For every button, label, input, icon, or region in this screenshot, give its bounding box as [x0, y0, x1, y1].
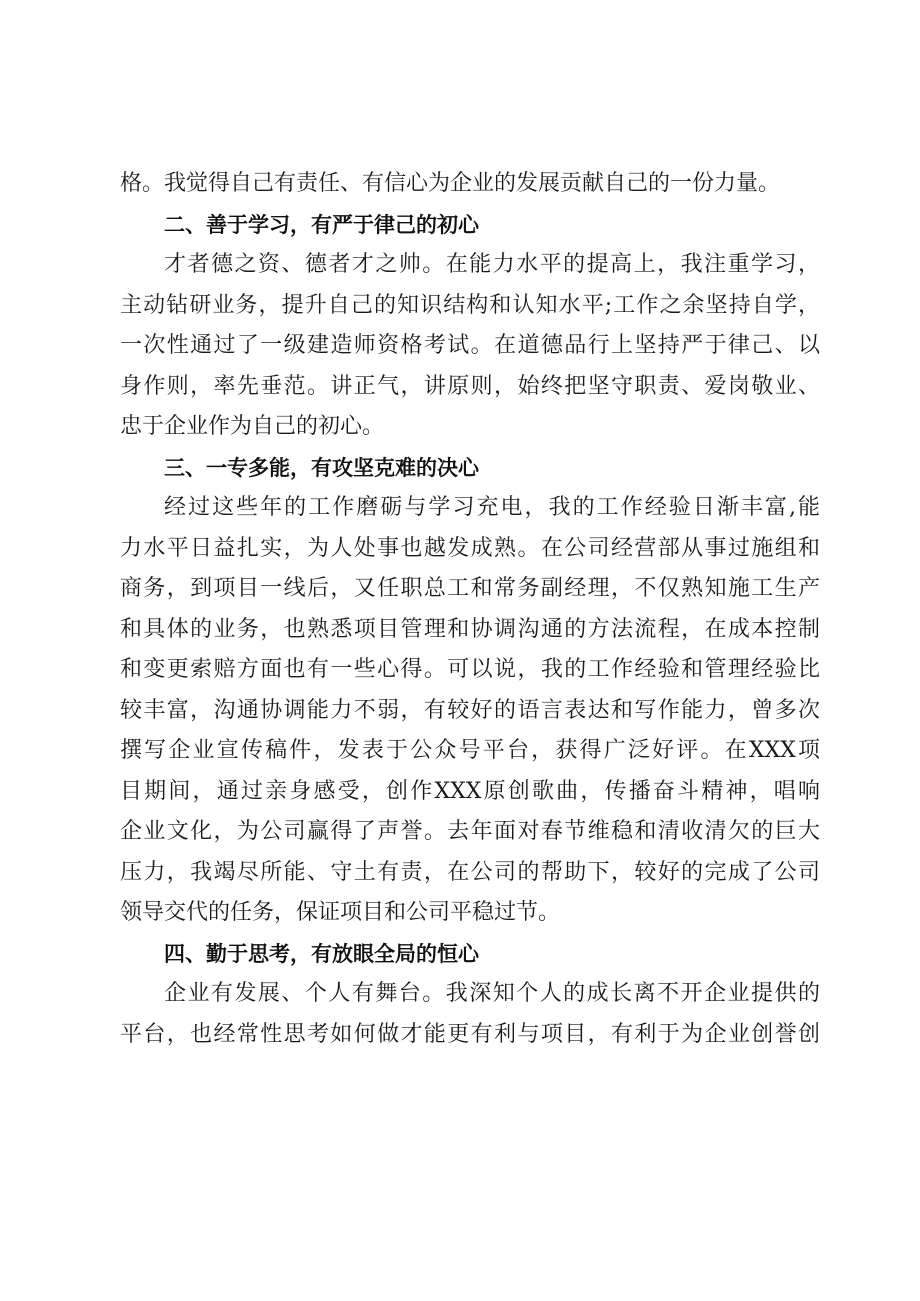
paragraph [120, 488, 820, 934]
text-line: 身作则，率先垂范。讲正气，讲原则，始终把坚守职责、爱岗敬业、 [120, 373, 820, 399]
text-line: 企业有发展、个人有舞台。我深知个人的成长离不开企业提供的 [164, 981, 820, 1006]
text-line: 较丰富，沟通协调能力不弱，有较好的语言表达和写作能力，曾多次 [120, 697, 820, 723]
paragraph [120, 974, 820, 1055]
text-line: 目期间，通过亲身感受，创作XXX原创歌曲，传播奋斗精神，唱响 [120, 778, 820, 804]
text-line: 和变更索赔方面也有一些心得。可以说，我的工作经验和管理经验比 [120, 657, 820, 682]
text-line: 领导交代的任务，保证项目和公司平稳过节。 [120, 900, 561, 925]
text-line: 平台，也经常性思考如何做才能更有利与项目，有利于为企业创誉创 [120, 1021, 820, 1047]
text-line: 力水平日益扎实，为人处事也越发成熟。在公司经营部从事过施组和 [120, 535, 820, 561]
section-heading: 四、勤于思考，有放眼全局的恒心 [164, 941, 479, 966]
text-line: 撰写企业宣传稿件，发表于公众号平台，获得广泛好评。在XXX项 [120, 738, 820, 763]
text-line: 忠于企业作为自己的初心。 [120, 414, 385, 439]
text-line: 和具体的业务，也熟悉项目管理和协调沟通的方法流程，在成本控制 [120, 616, 820, 642]
section-heading: 三、一专多能，有攻坚克难的决心 [164, 455, 479, 480]
text-line: 一次性通过了一级建造师资格考试。在道德品行上坚持严于律己、以 [120, 333, 820, 358]
text-line: 商务，到项目一线后，又任职总工和常务副经理，不仅熟知施工生产 [120, 576, 820, 601]
text-line: 压力，我竭尽所能、守土有责，在公司的帮助下，较好的完成了公司 [120, 859, 820, 885]
text-line: 格。我觉得自己有责任、有信心为企业的发展贡献自己的一份力量。 [120, 171, 781, 196]
text-line: 才者德之资、德者才之帅。在能力水平的提高上，我注重学习， [164, 252, 820, 277]
text-line: 经过这些年的工作磨砺与学习充电，我的工作经验日渐丰富,能 [164, 495, 820, 520]
text-line: 企业文化，为公司赢得了声誉。去年面对春节维稳和清收清欠的巨大 [120, 819, 820, 844]
section-heading: 二、善于学习，有严于律己的初心 [164, 212, 479, 237]
text-line: 主动钻研业务，提升自己的知识结构和认知水平;工作之余坚持自学， [120, 292, 820, 318]
document-body [120, 164, 820, 1055]
paragraph [120, 245, 820, 448]
paragraph [120, 164, 820, 205]
